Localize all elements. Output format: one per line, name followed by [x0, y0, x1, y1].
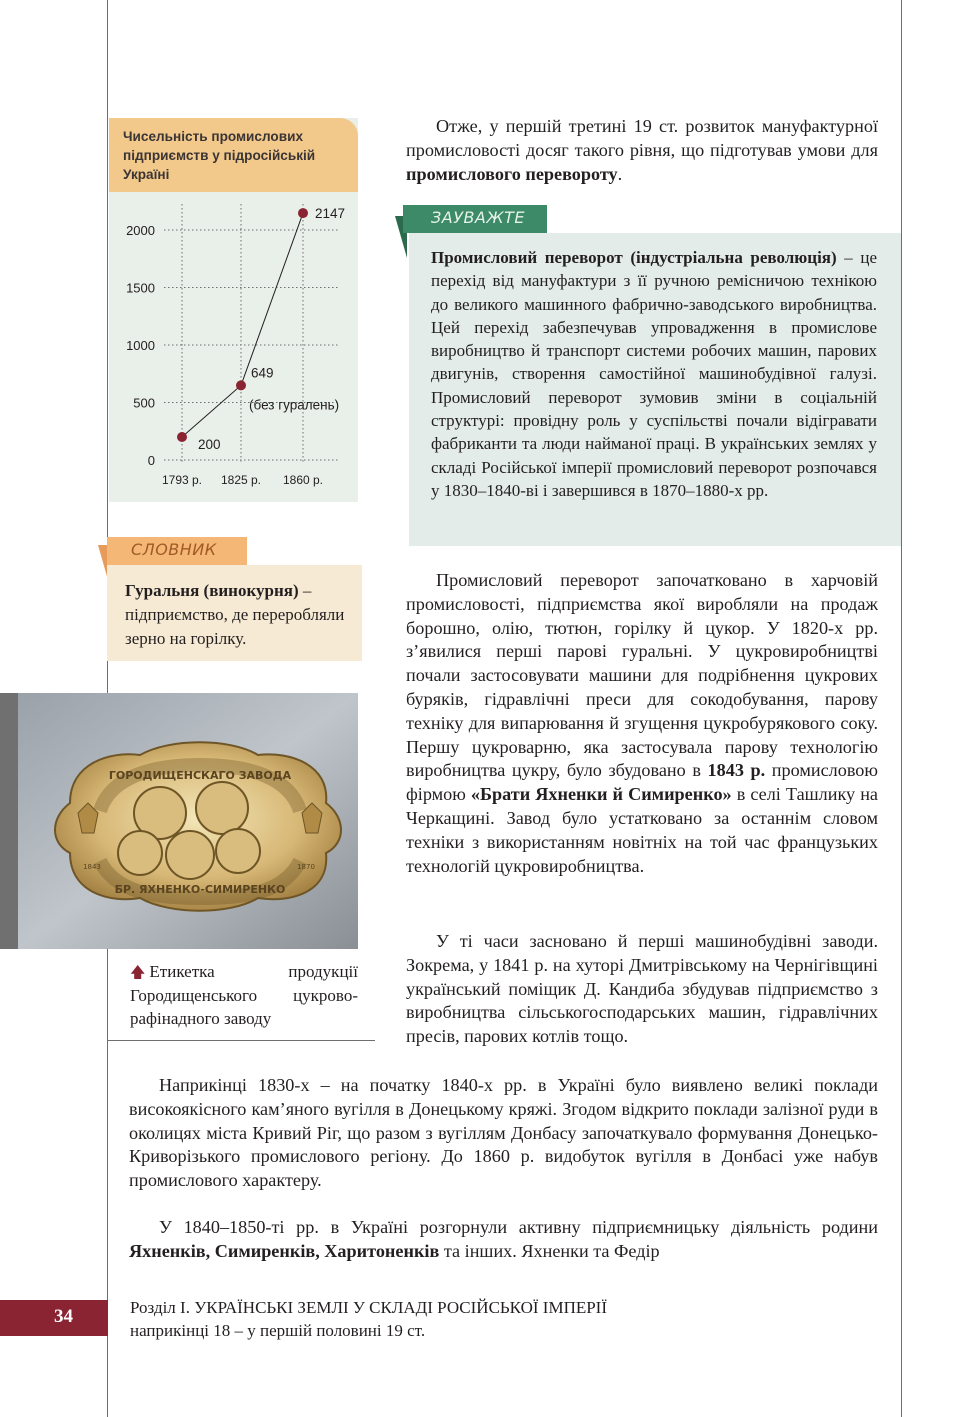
x-tick-label: 1825 р.: [220, 473, 262, 487]
photo-caption-text: Етикетка продукції Городищенського цукрово-рафінадного заводу: [130, 962, 358, 1028]
medal-4: [166, 831, 214, 879]
note-content: [431, 246, 877, 502]
medal-5: [216, 829, 260, 873]
data-label: 200: [198, 437, 221, 452]
dictionary-entry: [125, 579, 350, 651]
label-top-text: ГОРОДИЩЕНСКАГО ЗАВОДА: [108, 769, 292, 782]
x-tick-label: 1860 р.: [282, 473, 324, 487]
y-tick-label: 500: [133, 395, 155, 411]
y-tick-label: 1000: [126, 338, 155, 353]
y-tick-label: 1500: [126, 280, 155, 296]
y-tick-label: 0: [147, 453, 155, 468]
chart-panel: [109, 118, 358, 502]
medal-2: [196, 782, 248, 834]
paragraph-2-text-b: промисловою фірмою: [406, 760, 878, 805]
paragraph-5: [129, 1216, 878, 1264]
paragraph-1-text: Отже, у першій третині 19 ст. розвиток мануфактурної промисловості досяг такого рівня, що підготував умови для: [406, 116, 878, 160]
chart-header: [109, 118, 358, 192]
photo-caption: [130, 960, 358, 1030]
line-chart: [109, 192, 358, 502]
arrow-up-icon: 🡅: [130, 963, 146, 981]
paragraph-3: У ті часи засновано й перші машинобудівні заводи. Зокрема, у 1841 р. на хуторі Дмитрівському на Чернігівщині український поміщик Д. Кандиба збудував підприємство з виробництва сільськогосподарських машин, гідравлічних пресів, парових котлів тощо.: [406, 931, 878, 1047]
medal-3: [118, 831, 162, 875]
paragraph-1-term: промислового перевороту: [406, 163, 618, 184]
caption-divider: [107, 1040, 375, 1041]
data-annotation: (без гуралень): [249, 397, 340, 413]
x-tick-label: 1793 р.: [161, 473, 203, 487]
label-year-left: 1843: [83, 863, 101, 871]
dictionary-term: Гуральня (винокурня): [125, 581, 299, 600]
note-term: Промисловий переворот (індустріальна революція): [431, 248, 837, 267]
data-label: 2147: [315, 206, 346, 222]
note-definition: – це перехід від мануфактури з її ручною ремісничою технікою до великого машинного фабрично-заводського виробництва. Цей перехід забезпечував упровадження в промислове виробництво й транспорт системи робочих машин, парових двигунів, створення самостійної машинобудівної галузі. Промисловий переворот зумовив зміни в соціальній структурі: провідну роль у суспільстві почали відігравати фабриканти та люди найманої праці. В українських землях у складі Російської імперії промисловий переворот розпочався у 1830–1840-ві і завершився в 1870–1880-х рр.: [431, 248, 877, 500]
paragraph-5-text-a: У 1840–1850-ті рр. в Україні розгорнули активну підприємницьку діяльність родини: [159, 1217, 878, 1237]
footer-line-2: наприкінці 18 – у першій половині 19 ст.: [130, 1321, 426, 1340]
y-tick-label: 2000: [126, 223, 155, 238]
running-footer: [130, 1296, 607, 1342]
paragraph-2-year: 1843 р.: [707, 760, 766, 781]
dictionary-definition: – підприємство, де переробляли зерно на горілку.: [125, 581, 345, 648]
paragraph-4: Наприкінці 1830-х – на початку 1840-х рр. в Україні було виявлено великі поклади високоякісного кам’яного вугілля в Донецькому кряжі. Згодом відкрито поклади залізної руди в околицях міста Кривий Ріг, що разом з вугіллям Донбасу започаткувало формування Донецько-Криворізького промислового регіону. До 1860 р. видобуток вугілля в Донбасі уже набув промислового характеру.: [129, 1075, 878, 1191]
paragraph-2-text-a: Промисловий переворот започатковано в харчовій промисловості, підприємства якої виробляли на продаж борошно, олію, тютюн, горілку й цукор. У 1820-х рр. з’явилися перші парові гуральні. У цукровиробництві почали застосовувати машини для подрібнення цукрових буряків, гідравлічні преси для сокодобування, парову техніку для випарювання й згущення цукробурякового соку. Першу цукроварню, яка застосувала парову технологію виробництва цукру, було збудовано в: [406, 570, 878, 781]
label-bottom-text: БР. ЯХНЕНКО-СИМИРЕНКО: [114, 883, 286, 896]
paragraph-2: [406, 569, 878, 878]
paragraph-1-end: .: [617, 163, 623, 184]
chart-title: Чисельність промислових підприємств у підросійській Україні: [123, 129, 316, 182]
dictionary-box: [107, 565, 362, 661]
sugar-label-photo: [0, 693, 358, 949]
label-image: [0, 693, 358, 949]
dictionary-label: СЛОВНИК: [131, 540, 217, 559]
data-label: 649: [251, 365, 274, 381]
paragraph-2-firm: «Брати Яхненки й Симиренко»: [470, 784, 732, 805]
footer-line-1: Розділ І. УКРАЇНСЬКІ ЗЕМЛІ У СКЛАДІ РОСІЙСЬКОЇ ІМПЕРІЇ: [130, 1298, 608, 1317]
paragraph-2-text-c: в селі Ташлику на Черкащині. Завод було устатковано за останнім словом техніки з використанням новітніх на той час французьких технологій цукровиробництва.: [406, 784, 879, 876]
note-label: ЗАУВАЖТЕ: [431, 208, 525, 227]
note-box: [409, 233, 901, 546]
paragraph-5-families: Яхненків, Симиренків, Харитоненків: [129, 1240, 440, 1261]
label-year-right: 1870: [297, 863, 315, 871]
page-number: 34: [54, 1306, 73, 1327]
data-point: [298, 208, 308, 218]
data-point: [236, 380, 246, 390]
page-margin-line-right: [901, 0, 902, 1417]
paragraph-1: [406, 115, 878, 186]
paragraph-5-text-b: та інших. Яхненки та Федір: [439, 1240, 660, 1261]
data-point: [177, 432, 187, 442]
